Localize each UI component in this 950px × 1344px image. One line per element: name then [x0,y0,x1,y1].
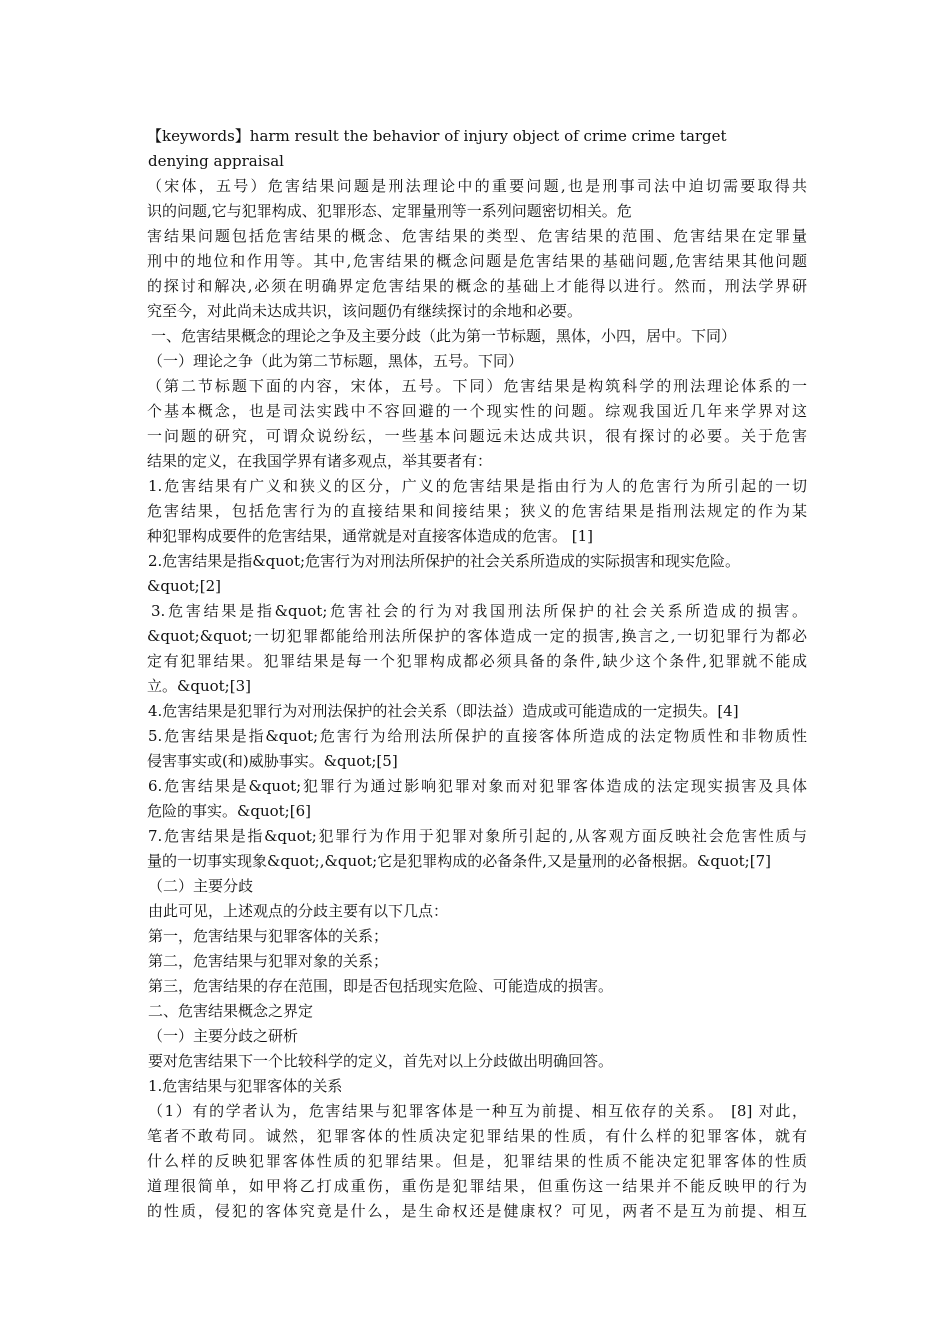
text-line: 什么样的反映犯罪客体性质的犯罪结果。但是，犯罪结果的性质不能决定犯罪客体的性质 [147,1152,807,1170]
text-line: 要对危害结果下一个比较科学的定义，首先对以上分歧做出明确回答。 [148,1052,614,1070]
subsection-heading: （一）理论之争（此为第二节标题，黑体，五号。下同） [148,352,524,370]
text-line: 危害结果，包括危害行为的直接结果和间接结果；狭义的危害结果是指刑法规定的作为某 [147,502,807,520]
list-item: 5.危害结果是指&quot;危害行为给刑法所保护的直接客体所造成的法定物质性和非物质性 [148,727,807,745]
section-heading: 二、危害结果概念之界定 [148,1002,314,1020]
text-line: 危险的事实。&quot;[6] [147,802,311,820]
list-item: 1.危害结果有广义和狭义的区分，广义的危害结果是指由行为人的危害行为所引起的一切 [148,477,807,495]
text-line: 结果的定义，在我国学界有诸多观点，举其要者有： [147,452,493,470]
text-line: （宋体，五号）危害结果问题是刑法理论中的重要问题,也是刑事司法中迫切需要取得共 [147,177,807,195]
text-line: 立。&quot;[3] [147,677,251,695]
subsection-heading: （二）主要分歧 [148,877,254,895]
text-line: 第一，危害结果与犯罪客体的关系； [148,927,389,945]
text-line: 由此可见，上述观点的分歧主要有以下几点： [148,902,449,920]
section-heading: 一、危害结果概念的理论之争及主要分歧（此为第一节标题，黑体，小四，居中。下同） [151,327,737,345]
list-item: 7.危害结果是指&quot;犯罪行为作用于犯罪对象所引起的,从客观方面反映社会危害性质与 [148,827,807,845]
list-item: 6.危害结果是&quot;犯罪行为通过影响犯罪对象而对犯罪客体造成的法定现实损害及具体 [148,777,807,795]
text-line: 害结果问题包括危害结果的概念、危害结果的类型、危害结果的范围、危害结果在定罪量 [147,227,807,245]
text-line: &quot;[2] [147,577,221,595]
subheading: 1.危害结果与犯罪客体的关系 [148,1077,343,1095]
text-line: （1）有的学者认为，危害结果与犯罪客体是一种互为前提、相互依存的关系。 [8] 对此， [148,1102,807,1120]
text-line: 定有犯罪结果。犯罪结果是每一个犯罪构成都必须具备的条件,缺少这个条件,犯罪就不能成 [147,652,807,670]
text-line: 第二，危害结果与犯罪对象的关系； [148,952,389,970]
text-line: 个基本概念，也是司法实践中不容回避的一个现实性的问题。综观我国近几年来学界对这 [147,402,807,420]
text-line: （第二节标题下面的内容，宋体，五号。下同）危害结果是构筑科学的刑法理论体系的一 [147,377,807,395]
keywords-continuation: denying appraisal [148,152,284,170]
text-line: 第三，危害结果的存在范围，即是否包括现实危险、可能造成的损害。 [148,977,614,995]
text-line: 的探讨和解决,必须在明确界定危害结果的概念的基础上才能得以进行。然而，刑法学界研 [147,277,807,295]
list-item: 2.危害结果是指&quot;危害行为对刑法所保护的社会关系所造成的实际损害和现实危险。 [148,552,741,570]
text-line: 的性质，侵犯的客体究竟是什么，是生命权还是健康权？可见，两者不是互为前提、相互 [147,1202,807,1220]
text-line: 究至今，对此尚未达成共识，该问题仍有继续探讨的余地和必要。 [147,302,583,320]
text-line: 一问题的研究，可谓众说纷纭，一些基本问题远未达成共识，很有探讨的必要。关于危害 [147,427,807,445]
subsection-heading: （一）主要分歧之研析 [148,1027,299,1045]
text-line: 笔者不敢苟同。诚然，犯罪客体的性质决定犯罪结果的性质，有什么样的犯罪客体，就有 [147,1127,807,1145]
keywords-line: 【keywords】harm result the behavior of injury object of crime crime target [147,127,727,145]
list-item: 4.危害结果是犯罪行为对刑法保护的社会关系（即法益）造成或可能造成的一定损失。[4] [148,702,739,720]
text-line: &quot;&quot;一切犯罪都能给刑法所保护的客体造成一定的损害,换言之,一切犯罪行为都必 [147,627,807,645]
list-item: 3.危害结果是指&quot;危害社会的行为对我国刑法所保护的社会关系所造成的损害。 [151,602,807,620]
text-line: 识的问题,它与犯罪构成、犯罪形态、定罪量刑等一系列问题密切相关。危 [147,202,632,220]
text-line: 侵害事实或(和)威胁事实。&quot;[5] [147,752,398,770]
text-line: 道理很简单，如甲将乙打成重伤，重伤是犯罪结果，但重伤这一结果并不能反映甲的行为 [147,1177,807,1195]
text-line: 量的一切事实现象&quot;,&quot;它是犯罪构成的必备条件,又是量刑的必备根据。&quot;[7] [147,852,771,870]
text-line: 种犯罪构成要件的危害结果，通常就是对直接客体造成的危害。 [1] [147,527,594,545]
document-body [147,124,807,1224]
text-line: 刑中的地位和作用等。其中,危害结果的概念问题是危害结果的基础问题,危害结果其他问题 [147,252,807,270]
